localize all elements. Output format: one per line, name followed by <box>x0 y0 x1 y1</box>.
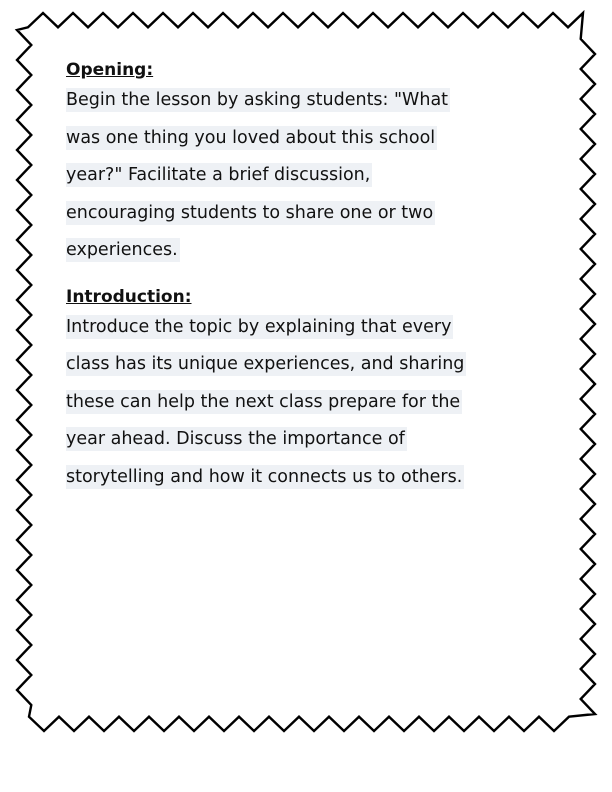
introduction-paragraph <box>66 309 536 497</box>
text-line: storytelling and how it connects us to others. <box>66 466 463 487</box>
text-line: was one thing you loved about this school <box>66 127 436 148</box>
opening-paragraph <box>66 82 536 270</box>
text-line: Begin the lesson by asking students: "What <box>66 90 449 110</box>
lesson-content <box>66 58 536 496</box>
introduction-heading: Introduction: <box>66 286 192 307</box>
text-line: class has its unique experiences, and sharing <box>66 354 465 374</box>
text-line: year ahead. Discuss the importance of <box>66 429 405 449</box>
text-line: Introduce the topic by explaining that every <box>66 316 452 337</box>
opening-section <box>66 58 536 270</box>
text-line: encouraging students to share one or two <box>66 202 434 223</box>
text-line: year?" Facilitate a brief discussion, <box>66 165 371 185</box>
opening-heading: Opening: <box>66 60 154 80</box>
text-line: experiences. <box>66 240 178 260</box>
introduction-section <box>66 285 536 497</box>
text-line: these can help the next class prepare for the <box>66 391 461 412</box>
